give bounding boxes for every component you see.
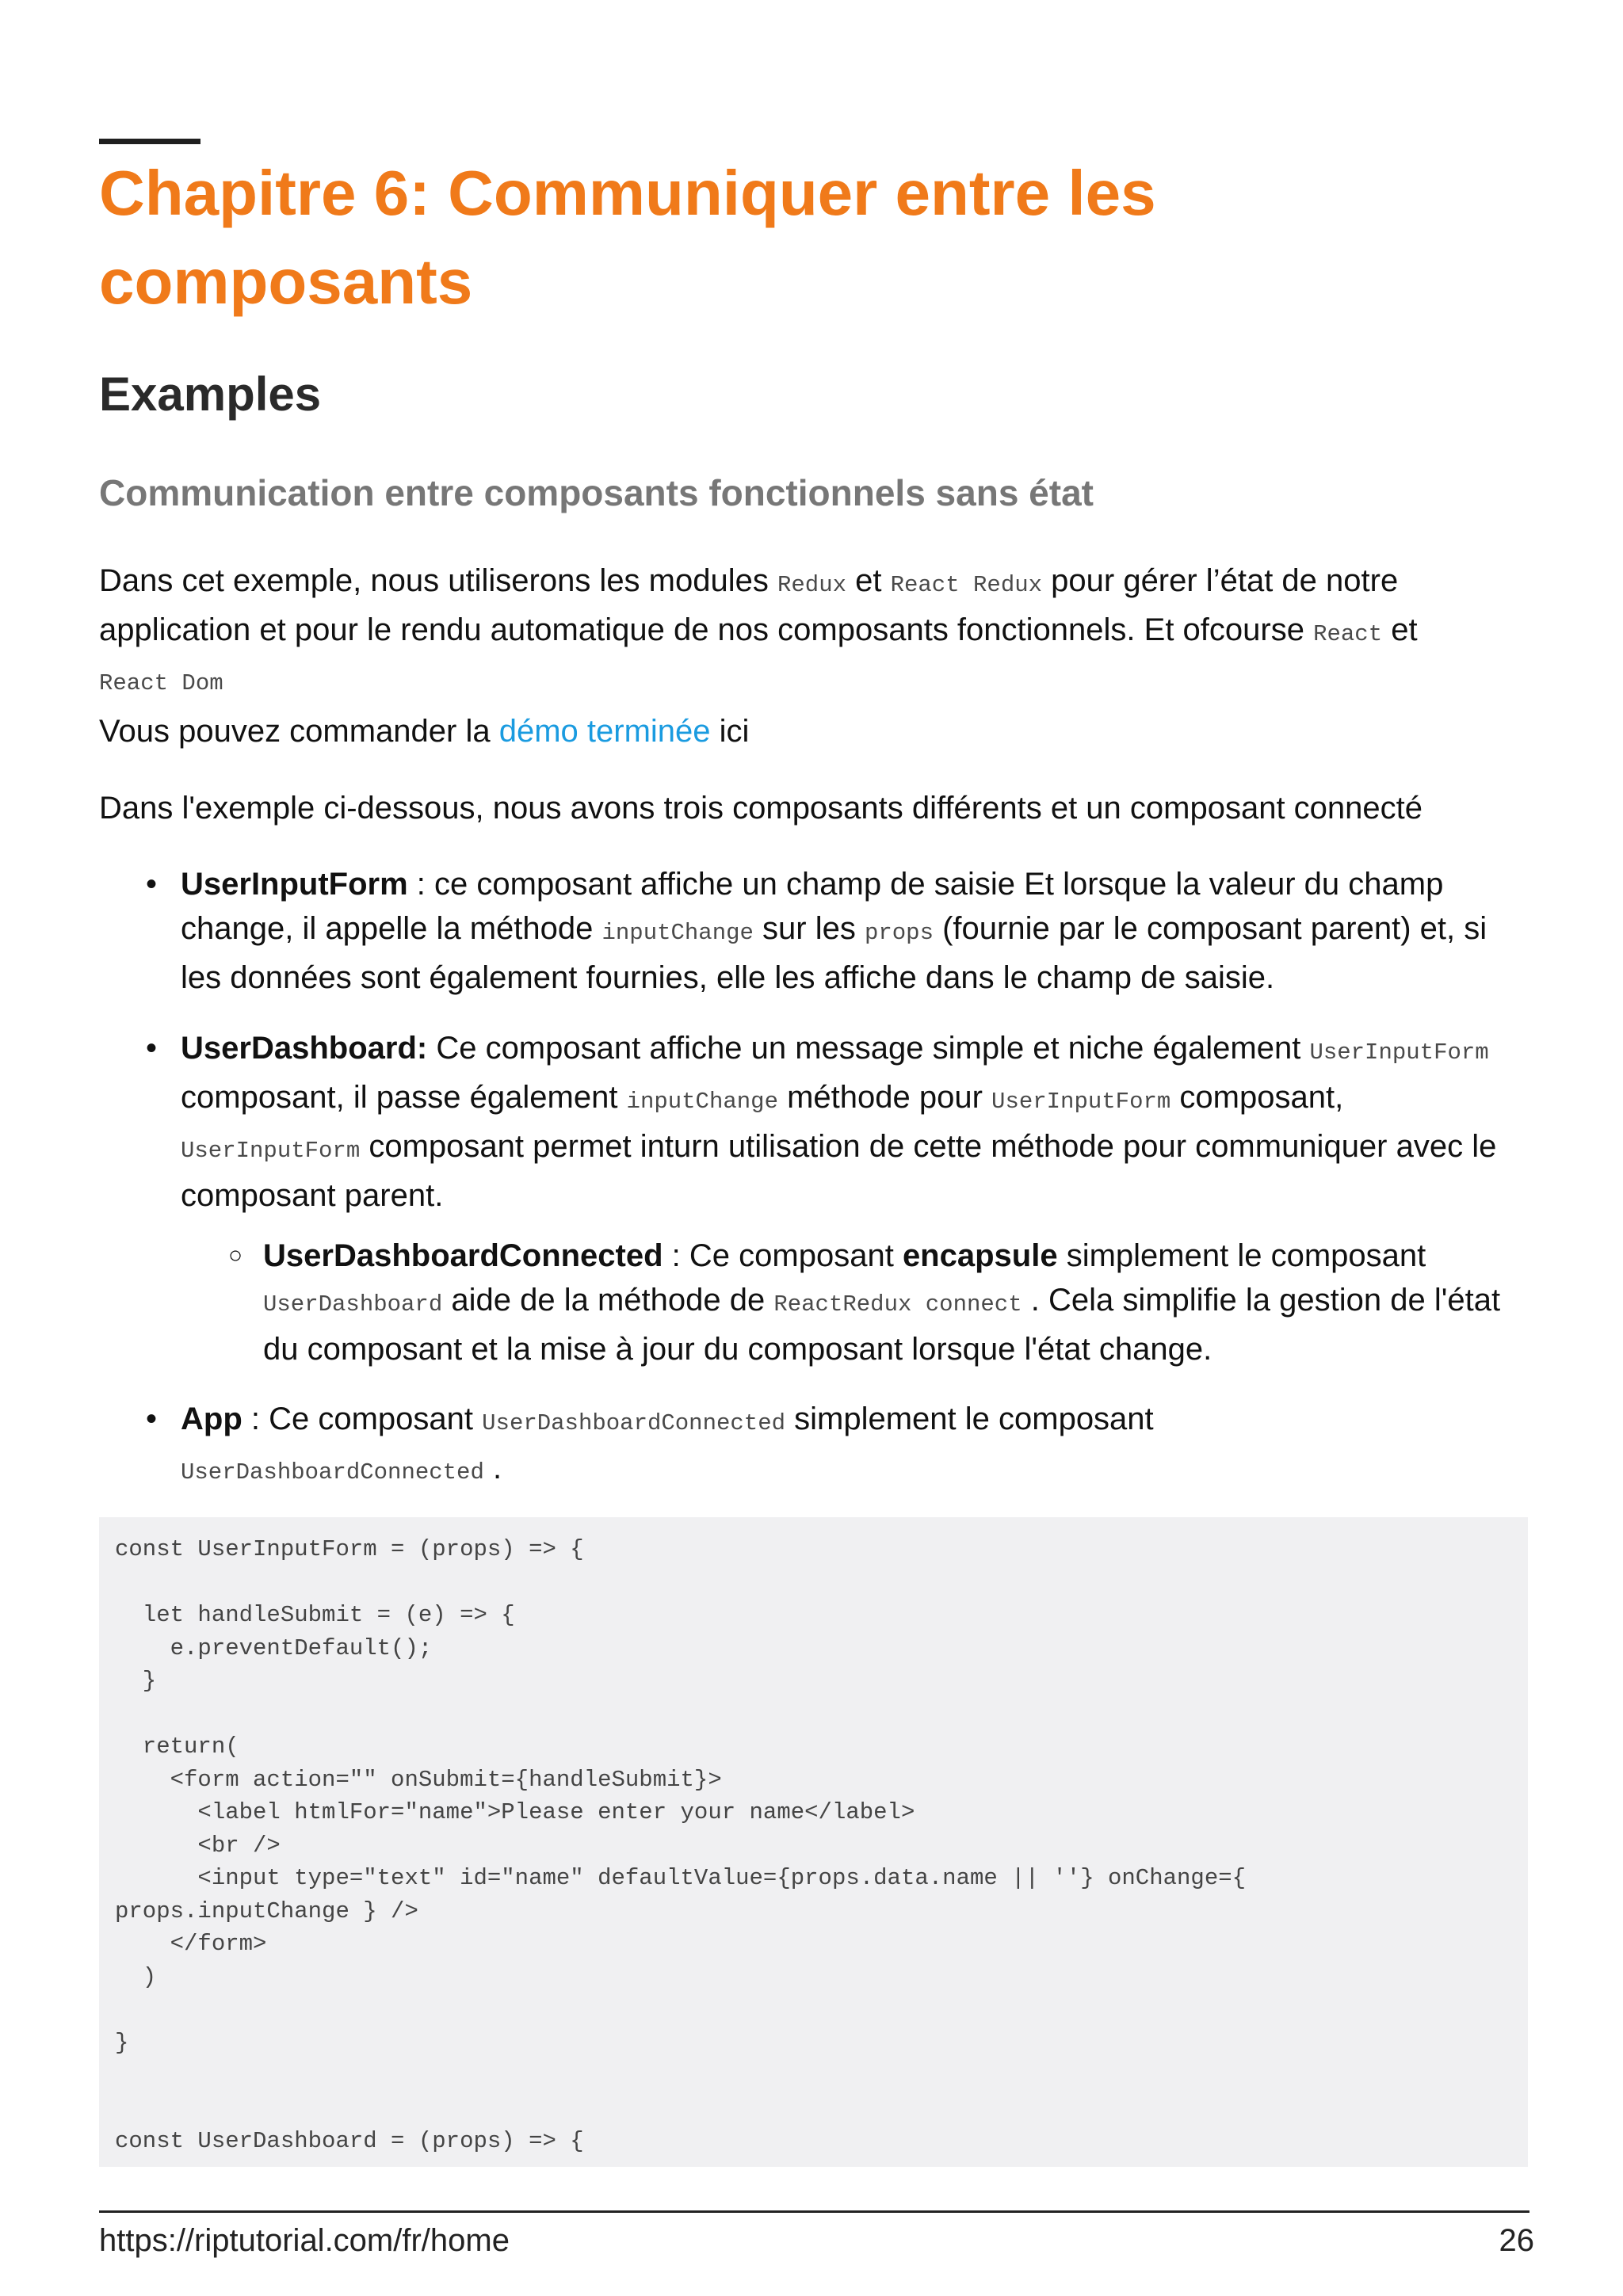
list-item-userinputform: UserInputForm : ce composant affiche un champ de saisie Et lorsque la valeur du champ change, il appelle la méthode inputChange sur les props (fournie par le composant parent) et, si les données sont également fournies, elle les affiche dans le champ de saisie. bbox=[181, 867, 1487, 995]
code-content: const UserInputForm = (props) => { let handleSubmit = (e) => { e.preventDefault(); } return( <form action="" onSubmit={handleSubmit}> <label htmlFor="name">Please enter your name</label> <br /> <input type="text" id="name" defaultValue={props.data.name || ''} onChange={ props.inputChange } /> </form> ) } const UserDashboard = (props) => { bbox=[115, 1536, 1247, 2154]
subsection-heading: Communication entre composants fonctionnels sans état bbox=[99, 472, 1094, 513]
bullet-dot: • bbox=[146, 867, 158, 902]
chapter-title: Chapitre 6: Communiquer entre les composants bbox=[99, 158, 1156, 317]
demo-paragraph: Vous pouvez commander la démo terminée ici bbox=[99, 714, 750, 749]
footer-divider bbox=[99, 2210, 1529, 2213]
inline-code: UserDashboard bbox=[263, 1291, 443, 1318]
list-item-userdashboardconnected: UserDashboardConnected : Ce composant encapsule simplement le composant UserDashboard aide de la méthode de ReactRedux connect . Cela simplifie la gestion de l'état du composant et la mise à jour du composant lorsque l'état change. bbox=[263, 1238, 1501, 1367]
section-heading: Examples bbox=[99, 368, 322, 421]
inline-code: UserInputForm bbox=[181, 1138, 361, 1164]
inline-code: UserDashboardConnected bbox=[482, 1410, 786, 1436]
inline-code: props bbox=[864, 920, 934, 946]
inline-code: UserInputForm bbox=[991, 1089, 1171, 1115]
bullet-dot: • bbox=[146, 1402, 158, 1436]
code-block bbox=[99, 1517, 1528, 2167]
list-item-app: App : Ce composant UserDashboardConnected simplement le composant UserDashboardConnected . bbox=[181, 1402, 1154, 1486]
title-accent-rule bbox=[99, 139, 200, 144]
inline-code: UserInputForm bbox=[1309, 1039, 1489, 1066]
inline-code: ReactRedux connect bbox=[773, 1291, 1022, 1318]
demo-link[interactable]: démo terminée bbox=[498, 714, 711, 749]
footer-url: https://riptutorial.com/fr/home bbox=[99, 2223, 510, 2258]
inline-code: inputChange bbox=[601, 920, 754, 946]
nested-bullet-circle: ○ bbox=[228, 1242, 243, 1268]
inline-code: UserDashboardConnected bbox=[181, 1459, 484, 1486]
inline-code: Redux bbox=[777, 572, 846, 598]
list-item-userdashboard: UserDashboard: Ce composant affiche un message simple et niche également UserInputForm composant, il passe également inputChange méthode pour UserInputForm composant, UserInputForm composant permet inturn utilisation de cette méthode pour communiquer avec le composant parent. bbox=[181, 1031, 1497, 1213]
page-number: 26 bbox=[1499, 2223, 1534, 2258]
inline-code: React Dom bbox=[99, 670, 223, 696]
intro-paragraph: Dans cet exemple, nous utiliserons les modules Redux et React Redux pour gérer l’état de notre application et pour le rendu automatique de nos composants fonctionnels. Et ofcourse React et React Dom bbox=[99, 563, 1418, 696]
bullet-dot: • bbox=[146, 1031, 158, 1066]
example-intro-paragraph: Dans l'exemple ci-dessous, nous avons trois composants différents et un composant connecté bbox=[99, 791, 1423, 826]
inline-code: inputChange bbox=[626, 1089, 778, 1115]
inline-code: React Redux bbox=[890, 572, 1043, 598]
inline-code: React bbox=[1313, 621, 1383, 647]
